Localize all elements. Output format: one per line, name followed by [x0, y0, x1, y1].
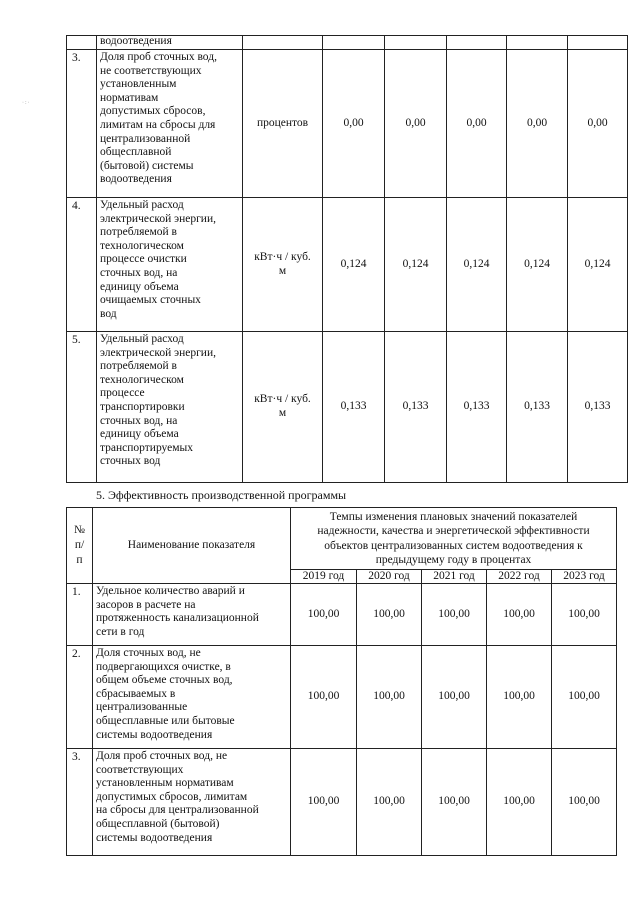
row-num: 3.: [66, 49, 97, 198]
value-cell: [384, 35, 447, 50]
value-cell: 0,133: [322, 331, 385, 483]
year-header: 2020 год: [356, 569, 422, 584]
text-line: установленным: [100, 78, 177, 91]
text-line: Доля сточных вод, не: [96, 647, 201, 659]
value-cell: 100,00: [356, 645, 422, 749]
value-cell: 0,00: [384, 49, 447, 198]
value-cell: 0,00: [567, 49, 628, 198]
value-cell: [322, 35, 385, 50]
unit-cell: [242, 197, 323, 332]
value-cell: 100,00: [356, 748, 422, 856]
value-cell: 0,00: [506, 49, 568, 198]
text-line: водоотведения: [100, 35, 172, 47]
value-cell: [506, 35, 568, 50]
value-cell: 100,00: [486, 645, 552, 749]
value-cell: 0,124: [384, 197, 447, 332]
value-cell: 0,00: [322, 49, 385, 198]
indicator-name: [92, 583, 291, 646]
year-header: 2019 год: [290, 569, 357, 584]
text-line: Удельный расход: [100, 199, 184, 211]
text-line: протяженность канализационной: [96, 612, 259, 625]
year-header: 2022 год: [486, 569, 552, 584]
value-cell: 100,00: [551, 748, 617, 856]
text-line: Доля проб сточных вод,: [100, 51, 217, 63]
text-line: Доля проб сточных вод, не: [96, 750, 228, 762]
text-line: предыдущему году в процентах: [375, 554, 532, 566]
text-line: лимитам на сбросы для: [100, 118, 216, 131]
value-cell: 100,00: [551, 583, 617, 646]
value-cell: 0,124: [506, 197, 568, 332]
text-line: нормативам: [100, 91, 159, 104]
text-line: Удельный расход: [100, 333, 184, 345]
unit-cell: [242, 331, 323, 483]
indicator-name: [96, 35, 243, 50]
value-cell: 100,00: [421, 748, 487, 856]
value-cell: 100,00: [486, 583, 552, 646]
text-line: общем объеме сточных вод,: [96, 674, 233, 687]
year-header: 2023 год: [551, 569, 617, 584]
value-cell: 100,00: [290, 748, 357, 856]
text-line: электрической энергии,: [100, 346, 216, 359]
unit-text: кВт·ч / куб. м: [254, 393, 311, 419]
row-num: 3.: [66, 748, 93, 856]
row-num: 2.: [66, 645, 93, 749]
text-line: не соответствующих: [100, 64, 202, 77]
text-line: транспортируемых: [100, 441, 194, 454]
text-line: системы водоотведения: [96, 728, 213, 741]
text-line: Удельное количество аварий и: [96, 585, 245, 597]
section-title: 5. Эффективность производственной программы: [96, 488, 347, 502]
text-line: засоров в расчете на: [96, 598, 196, 611]
text-line: (бытовой) системы: [100, 159, 194, 172]
text-line: транспортировки: [100, 400, 185, 413]
text-line: централизованные: [96, 701, 188, 714]
value-cell: 0,133: [446, 331, 507, 483]
row-num: 4.: [66, 197, 97, 332]
text-line: технологическом: [100, 239, 184, 252]
text-line: допустимых сбросов, лимитам: [96, 790, 248, 803]
text-line: соответствующих: [96, 763, 184, 776]
indicator-name: [92, 645, 291, 749]
text-line: на сбросы для централизованной: [96, 804, 259, 817]
text-line: надежности, качества и энергетической эффективности: [317, 525, 590, 537]
text-line: процессе очистки: [100, 253, 187, 266]
indicator-name: [96, 197, 243, 332]
text-line: общесплавной: [100, 146, 172, 159]
header-name: Наименование показателя: [92, 507, 291, 584]
text-line: сточных вод, на: [100, 414, 178, 427]
row-num: 1.: [66, 583, 93, 646]
value-cell: 100,00: [486, 748, 552, 856]
text-line: сточных вод: [100, 455, 161, 468]
value-cell: 100,00: [290, 645, 357, 749]
text-line: п/: [74, 539, 85, 551]
text-line: единицу объема: [100, 428, 179, 441]
text-line: сбрасываемых в: [96, 687, 176, 700]
year-header: 2021 год: [421, 569, 487, 584]
text-line: №: [74, 524, 85, 536]
value-cell: 0,124: [446, 197, 507, 332]
text-line: вод: [100, 307, 117, 320]
indicator-name: [96, 331, 243, 483]
text-line: п: [76, 554, 83, 566]
row-num: [66, 35, 97, 50]
text-line: системы водоотведения: [96, 831, 213, 844]
unit-text: кВт·ч / куб. м: [254, 250, 311, 277]
row-num: 5.: [66, 331, 97, 483]
value-cell: 0,124: [567, 197, 628, 332]
value-cell: 100,00: [421, 645, 487, 749]
header-group: [290, 507, 617, 570]
value-cell: [446, 35, 507, 50]
unit-text: процентов: [256, 116, 309, 129]
indicator-name: [96, 49, 243, 198]
text-line: электрической энергии,: [100, 212, 216, 225]
text-line: процессе: [100, 387, 145, 400]
value-cell: [242, 35, 323, 50]
value-cell: 0,124: [322, 197, 385, 332]
text-line: централизованной: [100, 132, 191, 145]
text-line: объектов централизованных систем водоотведения к: [324, 539, 583, 552]
value-cell: 0,133: [506, 331, 568, 483]
text-line: очищаемых сточных: [100, 294, 201, 307]
unit-cell: [242, 49, 323, 198]
text-line: технологическом: [100, 373, 184, 386]
text-line: подвергающихся очистке, в: [96, 660, 231, 673]
text-line: сети в год: [96, 625, 145, 638]
indicator-name: [92, 748, 291, 856]
scan-speck: ·:·: [22, 100, 31, 106]
text-line: потребляемой в: [100, 226, 177, 239]
text-line: водоотведения: [100, 173, 172, 186]
text-line: общесплавные или бытовые: [96, 714, 235, 727]
text-line: общесплавной (бытовой): [96, 817, 220, 830]
text-line: сточных вод, на: [100, 266, 178, 279]
value-cell: 0,00: [446, 49, 507, 198]
text-line: единицу объема: [100, 280, 179, 293]
value-cell: 100,00: [356, 583, 422, 646]
text-line: установленным нормативам: [96, 777, 234, 790]
header-num: [66, 507, 93, 584]
value-cell: 100,00: [551, 645, 617, 749]
value-cell: 0,133: [567, 331, 628, 483]
text-line: Темпы изменения плановых значений показателей: [329, 510, 578, 523]
value-cell: 100,00: [290, 583, 357, 646]
value-cell: 0,133: [384, 331, 447, 483]
text-line: допустимых сбросов,: [100, 105, 206, 118]
value-cell: 100,00: [421, 583, 487, 646]
value-cell: [567, 35, 628, 50]
text-line: потребляемой в: [100, 360, 177, 373]
